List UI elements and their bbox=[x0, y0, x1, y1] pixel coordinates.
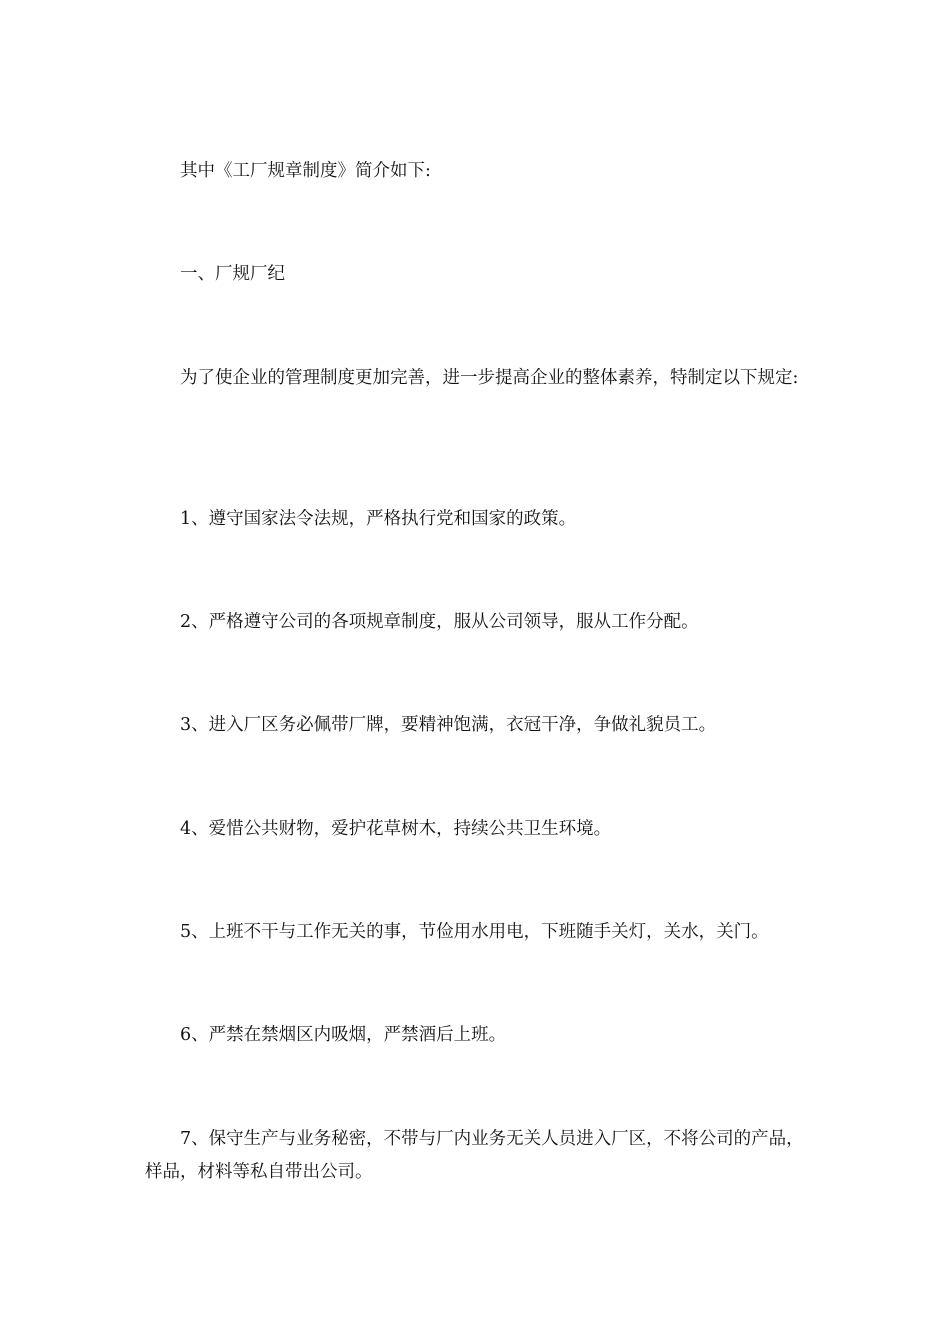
intro-paragraph: 其中《工厂规章制度》简介如下: bbox=[180, 161, 431, 181]
preamble-paragraph: 为了使企业的管理制度更加完善，进一步提高企业的整体素养，特制定以下规定: bbox=[180, 368, 799, 388]
rule-item-3: 3、进入厂区务必佩带厂牌，要精神饱满，衣冠干净，争做礼貌员工。 bbox=[180, 715, 717, 735]
rule-item-5: 5、上班不干与工作无关的事，节俭用水用电，下班随手关灯，关水，关门。 bbox=[180, 922, 769, 942]
section-heading: 一、厂规厂纪 bbox=[180, 264, 285, 284]
rule-item-7: 7、保守生产与业务秘密，不带与厂内业务无关人员进入厂区，不将公司的产品，样品，材料等私自带出公司。 bbox=[145, 1129, 804, 1182]
rule-item-1: 1、遵守国家法令法规，严格执行党和国家的政策。 bbox=[180, 509, 577, 529]
rule-item-6: 6、严禁在禁烟区内吸烟，严禁酒后上班。 bbox=[180, 1025, 507, 1045]
rule-item-4: 4、爱惜公共财物，爱护花草树木，持续公共卫生环境。 bbox=[180, 819, 612, 839]
rule-item-2: 2、严格遵守公司的各项规章制度，服从公司领导，服从工作分配。 bbox=[180, 612, 699, 632]
